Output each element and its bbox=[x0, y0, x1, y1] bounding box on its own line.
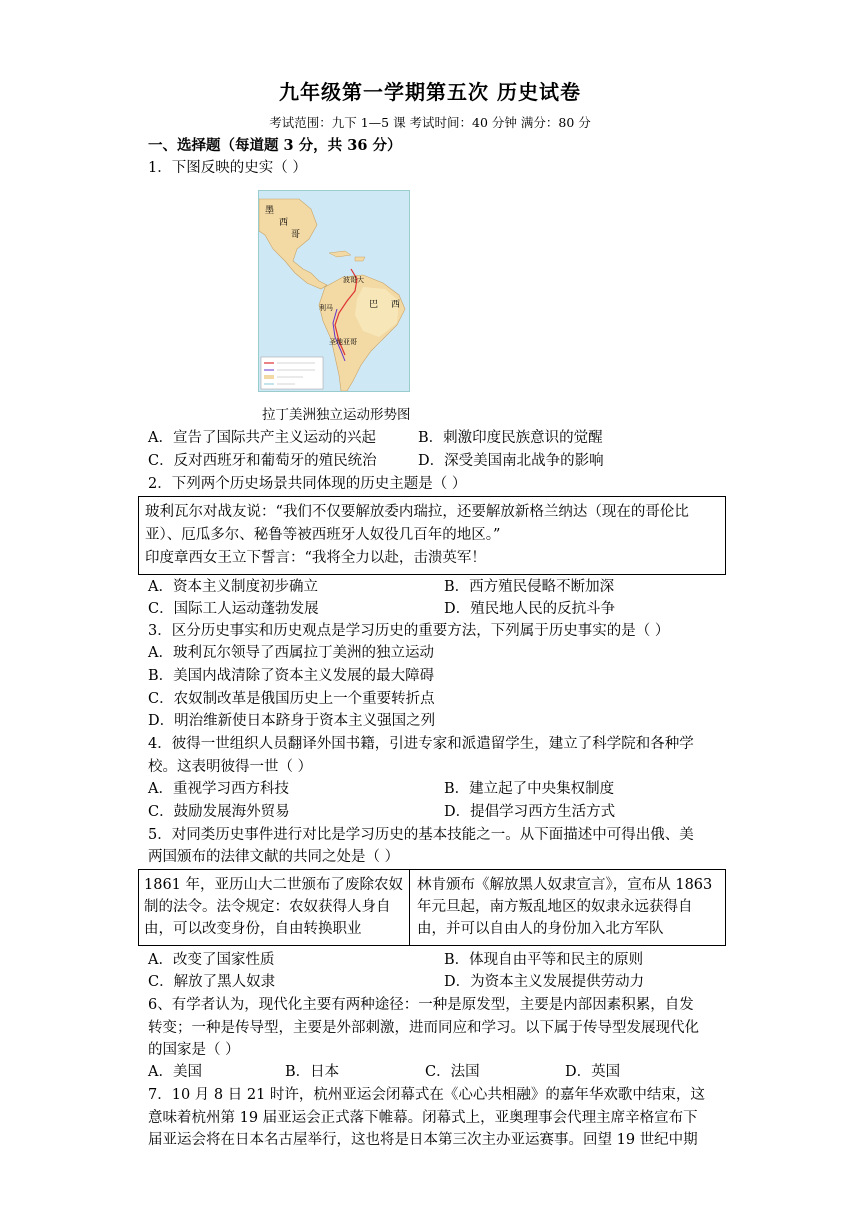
question-7-line-1: 7．10 月 8 日 21 时许，杭州亚运会闭幕式在《心心共相融》的嘉年华欢歌中结束，这 bbox=[148, 1087, 705, 1103]
q1-option-b: B．刺激印度民族意识的觉醒 bbox=[418, 430, 603, 446]
q2-option-c: C．国际工人运动蓬勃发展 bbox=[148, 601, 319, 617]
question-6-stem-line-3: 的国家是（ ） bbox=[148, 1042, 240, 1058]
q2-option-b: B．西方殖民侵略不断加深 bbox=[444, 579, 615, 595]
q4-option-b: B．建立起了中央集权制度 bbox=[444, 781, 615, 797]
question-2-stem: 2．下列两个历史场景共同体现的历史主题是（ ） bbox=[148, 476, 467, 492]
q6-option-b: B．日本 bbox=[285, 1064, 340, 1080]
q6-option-d: D．英国 bbox=[565, 1064, 621, 1080]
q5-option-b: B．体现自由平等和民主的原则 bbox=[444, 952, 644, 968]
map-label-mexico-2: 西 bbox=[279, 218, 289, 228]
map-label-santiago: 圣地亚哥 bbox=[329, 338, 357, 346]
question-5-stem-line-2: 两国颁布的法律文献的共同之处是（ ） bbox=[148, 849, 400, 865]
q4-option-d: D．提倡学习西方生活方式 bbox=[444, 804, 616, 820]
map-label-brazil-1: 巴 bbox=[369, 300, 379, 310]
question-5-stem-line-1: 5．对同类历史事件进行对比是学习历史的基本技能之一。从下面描述中可得出俄、美 bbox=[148, 827, 694, 843]
map-label-mexico-1: 墨 bbox=[265, 206, 275, 216]
q3-option-c: C．农奴制改革是俄国历史上一个重要转折点 bbox=[148, 691, 435, 707]
section-heading: 一、选择题（每道题 3 分，共 36 分） bbox=[148, 137, 402, 154]
question-4-stem-line-1: 4．彼得一世组织人员翻译外国书籍，引进专家和派遣留学生，建立了科学院和各种学 bbox=[148, 736, 694, 752]
q2-quote-line-3: 印度章西女王立下誓言：“我将全力以赴，击溃英军！ bbox=[145, 550, 486, 566]
q3-option-a: A．玻利瓦尔领导了西属拉丁美洲的独立运动 bbox=[148, 645, 434, 661]
q5-right-cell-line-2: 年元旦起，南方叛乱地区的奴隶永远获得自 bbox=[417, 899, 693, 915]
q2-quote-line-2: 亚）、厄瓜多尔、秘鲁等被西班牙人奴役几百年的地区。” bbox=[145, 527, 501, 543]
q5-left-cell-line-3: 由，可以改变身份，自由转换职业 bbox=[144, 921, 362, 937]
q6-option-a: A．美国 bbox=[148, 1064, 202, 1080]
question-4-stem-line-2: 校。这表明彼得一世（ ） bbox=[148, 759, 313, 775]
q5-right-cell-line-3: 由，并可以自由人的身份加入北方军队 bbox=[417, 921, 664, 937]
q2-option-d: D．殖民地人民的反抗斗争 bbox=[444, 601, 616, 617]
question-1-stem: 1．下图反映的史实（ ） bbox=[148, 160, 307, 176]
q5-option-c: C．解放了黑人奴隶 bbox=[148, 974, 276, 990]
q4-option-c: C．鼓励发展海外贸易 bbox=[148, 804, 290, 820]
q5-option-a: A．改变了国家性质 bbox=[148, 952, 275, 968]
q3-option-d: D．明治维新使日本跻身于资本主义强国之列 bbox=[148, 713, 436, 729]
q5-table-divider bbox=[409, 869, 410, 945]
exam-title: 九年级第一学期第五次 历史试卷 bbox=[279, 80, 581, 104]
map-label-lima: 利马 bbox=[319, 304, 333, 312]
question-6-stem-line-2: 转变；一种是传导型，主要是外部刺激，进而同应和学习。以下属于传导型发展现代化 bbox=[148, 1020, 699, 1036]
question-6-stem-line-1: 6、有学者认为，现代化主要有两种途径：一种是原发型，主要是内部因素积累，自发 bbox=[148, 997, 694, 1013]
q1-option-d: D．深受美国南北战争的影响 bbox=[418, 453, 604, 469]
latin-america-map-image bbox=[258, 190, 410, 392]
map-label-mexico-3: 哥 bbox=[291, 230, 301, 240]
q5-option-d: D．为资本主义发展提供劳动力 bbox=[444, 974, 645, 990]
map-label-bogota: 波哥大 bbox=[343, 276, 364, 284]
q6-option-c: C．法国 bbox=[425, 1064, 480, 1080]
q5-right-cell-line-1: 林肯颁布《解放黑人奴隶宣言》，宣布从 1863 bbox=[417, 877, 713, 893]
exam-subtitle: 考试范围：九下 1—5 课 考试时间：40 分钟 满分：80 分 bbox=[269, 115, 591, 130]
q1-option-a: A．宣告了国际共产主义运动的兴起 bbox=[148, 430, 376, 446]
q5-left-cell-line-2: 制的法令。法令规定：农奴获得人身自 bbox=[144, 899, 391, 915]
q5-left-cell-line-1: 1861 年，亚历山大二世颁布了废除农奴 bbox=[144, 877, 404, 893]
q2-quote-line-1: 玻利瓦尔对战友说：“我们不仅要解放委内瑞拉，还要解放新格兰纳达（现在的哥伦比 bbox=[145, 504, 689, 520]
question-3-stem: 3．区分历史事实和历史观点是学习历史的重要方法，下列属于历史事实的是（ ） bbox=[148, 623, 670, 639]
question-7-line-3: 届亚运会将在日本名古屋举行，这也将是日本第三次主办亚运赛事。回望 19 世纪中期 bbox=[148, 1132, 698, 1148]
q3-option-b: B．美国内战清除了资本主义发展的最大障碍 bbox=[148, 668, 435, 684]
question-7-line-2: 意味着杭州第 19 届亚运会正式落下帷幕。闭幕式上，亚奥理事会代理主席辛格宣布下 bbox=[148, 1110, 698, 1126]
map-label-brazil-2: 西 bbox=[391, 300, 401, 310]
q1-option-c: C．反对西班牙和葡萄牙的殖民统治 bbox=[148, 453, 377, 469]
q4-option-a: A．重视学习西方科技 bbox=[148, 781, 289, 797]
q2-option-a: A．资本主义制度初步确立 bbox=[148, 579, 318, 595]
map-caption: 拉丁美洲独立运动形势图 bbox=[262, 407, 411, 423]
